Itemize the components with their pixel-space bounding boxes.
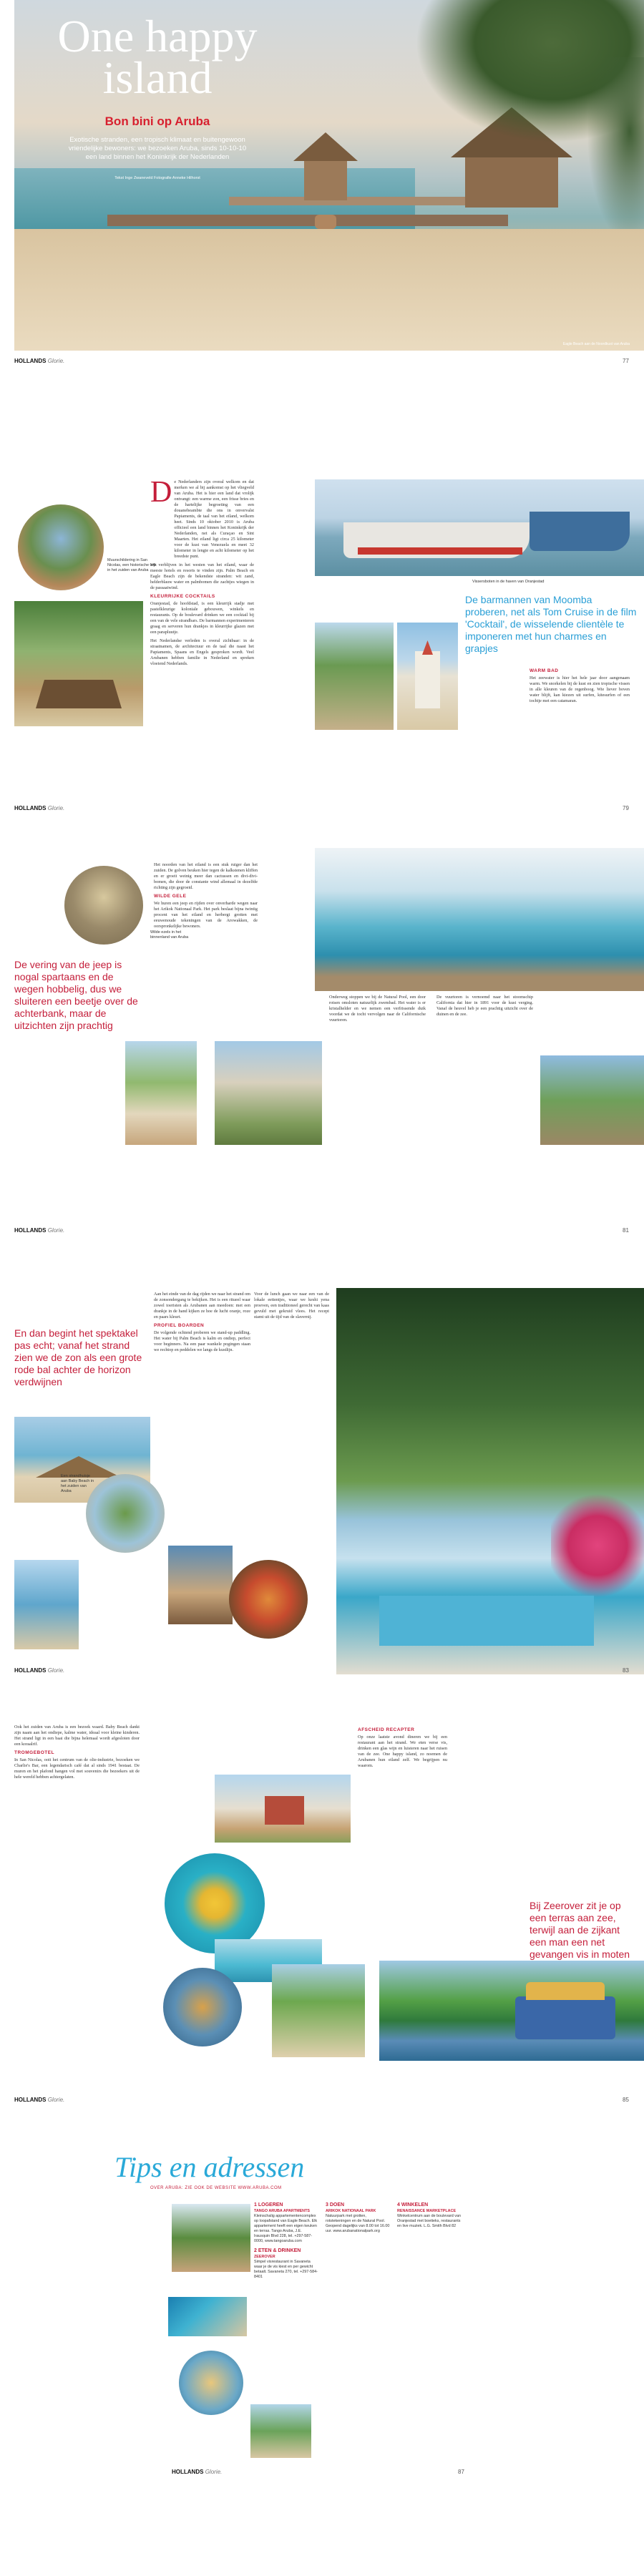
pool-photo bbox=[336, 1288, 644, 1674]
church-landscape-photo bbox=[215, 1775, 351, 1843]
tip-category bbox=[397, 2202, 462, 2207]
brand-name: HOLLANDS bbox=[14, 805, 47, 811]
tip-item-text: Simpel visrestaurant in Savaneta waar je de vis kiest en per gewicht betaalt. Savaneta 270, tel. +297-584-8401 bbox=[254, 2260, 318, 2279]
tip-category bbox=[326, 2202, 390, 2207]
caption-left: Muurschildering in San Nicolas, een historische wijk in het zuiden van Aruba bbox=[107, 558, 157, 572]
tips-column-3 bbox=[397, 2200, 462, 2229]
church-photo bbox=[397, 623, 458, 730]
subhead: PROFIEL BOARDEN bbox=[154, 1323, 205, 1328]
tip-item-text: Natuurpark met grotten, rotstekeningen en de Natural Pool. Geopend dagelijks van 8.00 tot 16.00 uur. www.arubanationalpark.org bbox=[326, 2214, 390, 2233]
tips-photo-boat bbox=[172, 2204, 250, 2272]
page-number: 85 bbox=[623, 2097, 629, 2103]
house-photo bbox=[125, 1041, 197, 1145]
tips-column-2 bbox=[326, 2200, 390, 2234]
tip-category-name: DOEN bbox=[329, 2202, 345, 2207]
boat-circle-photo bbox=[163, 1968, 242, 2046]
subhead: WARM BAD bbox=[530, 668, 559, 673]
page-number: 79 bbox=[623, 805, 629, 811]
footer-brand bbox=[14, 1227, 64, 1234]
tip-category-number: 3 bbox=[326, 2202, 328, 2207]
tip-category bbox=[254, 2248, 318, 2253]
body-text: In San Nicolas, ooit het centrum van de olie-industrie, bezoeken we Charlie's Bar, een legendarisch café dat al sinds 1941 bestaat. De muren en het plafond hangen vol met souvenirs die bezoekers uit de hele wereld hebben achtergelaten. bbox=[14, 1757, 140, 1780]
cover-intro: Exotische stranden, een tropisch klimaat en buitengewoon vriendelijke bewoners: we bezoeken Aruba, sinds 10-10-10 een land binnen het Koninkrijk der Nederlanden bbox=[68, 136, 247, 161]
mural-circle-photo bbox=[18, 504, 104, 590]
footer-brand bbox=[172, 2469, 222, 2475]
brand-sub: Glorie. bbox=[47, 2097, 65, 2103]
pull-quote: Bij Zeerover zit je op een terras aan zee, terwijl aan de zijkant een man een net gevangen vis in moten bbox=[530, 1900, 630, 1960]
body-text: De vuurtoren is vernoemd naar het stoomschip California dat hier in 1891 voor de kust verging. Vanaf de heuvel heb je een prachtig uitzicht over de duinen en de zee. bbox=[436, 995, 533, 1017]
brand-sub: Glorie. bbox=[47, 1667, 65, 1674]
body-column-2 bbox=[254, 1292, 329, 1323]
body-column-1 bbox=[154, 1292, 250, 1356]
dropcap: D bbox=[150, 476, 172, 509]
huts-photo bbox=[14, 601, 143, 726]
spread-5 bbox=[0, 1717, 644, 2118]
tip-category-number: 1 bbox=[254, 2202, 257, 2207]
tip-category bbox=[254, 2202, 318, 2207]
body-column-1 bbox=[14, 1724, 140, 1783]
photo-caption: Eagle Beach aan de Noordkust van Aruba bbox=[562, 342, 630, 346]
body-column-3 bbox=[530, 665, 630, 707]
brand-sub: Glorie. bbox=[47, 358, 65, 364]
page-number: 87 bbox=[458, 2469, 464, 2475]
brand-sub: Glorie. bbox=[47, 1227, 65, 1234]
tip-item-title: ARIKOK NATIONAAL PARK bbox=[326, 2209, 376, 2213]
body-text: Het zeewater is hier het hele jaar door aangenaam warm. We snorkelen bij de kust en zien tropische vissen in alle kleuren van de regenboog. Wie liever boven water blijft, kan kiezen uit surfen, kitesurfen of een tochtje met een catamaran. bbox=[530, 675, 630, 703]
subhead: AFSCHEID RECAPTER bbox=[358, 1727, 415, 1732]
tip-item-text: Kleinschalig appartementencomplex op loopafstand van Eagle Beach. Elk appartement heeft een eigen keuken en terras. Tango Aruba, J.E. Irausquin Blvd 228, tel. +297-587-0000, www.tangoaruba.com bbox=[254, 2214, 318, 2243]
coast-photo bbox=[315, 848, 644, 991]
brand-name: HOLLANDS bbox=[14, 1667, 47, 1674]
caption-right: Vissersboten in de haven van Oranjestad bbox=[472, 580, 545, 584]
harbor-bus-photo bbox=[379, 1961, 644, 2061]
sunset-photo bbox=[14, 1560, 79, 1649]
footer-brand bbox=[14, 805, 64, 811]
subhead: KLEURRIJKE COCKTAILS bbox=[150, 594, 215, 599]
body-text: Oranjestad, de hoofdstad, is een kleurrijk stadje met pastelkleurige koloniale gebouwen, winkels en restaurants. Op de boulevard drinken we een cocktail bij een van de vele strandbars. De barmannen experimenteren graag en serveren hun drankjes in kleurrijke glazen met een parapluutje. bbox=[150, 601, 254, 635]
tip-item-title: ZEEROVER bbox=[254, 2255, 275, 2259]
tips-subtitle: OVER ARUBA: ZIE OOK DE WEBSITE WWW.ARUBA.COM bbox=[150, 2186, 282, 2190]
float-circle-photo bbox=[165, 1853, 265, 1953]
fruit-circle-photo bbox=[229, 1560, 308, 1639]
body-text: Het Nederlandse verleden is overal zichtbaar: in de straatnamen, de architectuur en de taal die naast het Papiaments, Spaans en Engels gesproken wordt. Veel Arubanen hebben familie in Nederland en spreken vloeiend Nederlands. bbox=[150, 638, 254, 666]
body-text: Op onze laatste avond dineren we bij een restaurant aan het strand. We eten verse vis, drinken een glas wijn en luisteren naar het ruisen van de zee. One happy island, zo noemen de Arubanen hun eiland zelf. We begrijpen nu waarom. bbox=[358, 1735, 447, 1768]
pull-quote: De vering van de jeep is nogal spartaans en de wegen hobbelig, dus we sluiteren een beetje over de achterbank, maar de uitzichten zijn prachtig bbox=[14, 959, 138, 1031]
page-number: 81 bbox=[623, 1227, 629, 1234]
body-text: We verblijven in het westen van het eiland, waar de meeste hotels en resorts te vinden zijn. Palm Beach en Eagle Beach zijn de bekendste stranden: wit zand, helderblauw water en palmbomen die zachtjes wiegen in de passaatwind. bbox=[150, 562, 254, 590]
subhead: TROMGEBOTEL bbox=[14, 1750, 55, 1755]
spread-4 bbox=[0, 1288, 644, 1689]
body-column-2 bbox=[329, 995, 426, 1026]
brand-name: HOLLANDS bbox=[14, 1227, 47, 1234]
palm-beach-photo bbox=[272, 1964, 365, 2057]
body-text: Onderweg stoppen we bij de Natural Pool, een door rotsen omsloten natuurlijk zwembad. Het water is er kristalhelder en we nemen een verfrissende duik voordat we de tocht vervolgen naar de Californische vuurtoren. bbox=[329, 995, 426, 1023]
body-text: Het noorden van het eiland is een stuk ruiger dan het zuiden. De golven beuken hier tegen de kalkstenen kliffen en er groeit weinig meer dan cactussen en divi-divi-bomen, die door de constante wind allemaal in dezelfde richting zijn gegroeid. bbox=[154, 862, 258, 890]
tip-category-name: ETEN & DRINKEN bbox=[258, 2248, 301, 2253]
spread-2 bbox=[0, 465, 644, 834]
body-column-1 bbox=[154, 862, 258, 932]
body-column-2 bbox=[358, 1724, 447, 1772]
spread-3 bbox=[0, 848, 644, 1249]
tip-item-title: TANGO ARUBA APARTMENTS bbox=[254, 2209, 310, 2213]
cacti-photo bbox=[540, 1055, 644, 1145]
tip-category-number: 4 bbox=[397, 2202, 400, 2207]
tips-circle-photo bbox=[179, 2351, 243, 2415]
tip-category-name: LOGEREN bbox=[258, 2202, 283, 2207]
tip-category-name: WINKELEN bbox=[401, 2202, 429, 2207]
brand-name: HOLLANDS bbox=[14, 358, 47, 364]
donkeys-circle-photo bbox=[64, 866, 143, 945]
pull-quote: En dan begint het spektakel pas echt; vanaf het strand zien we de zon als een grote rode bal achter de horizon verdwijnen bbox=[14, 1327, 142, 1387]
page-number: 83 bbox=[623, 1667, 629, 1674]
body-text: Voor de lunch gaan we naar een van de lokale eettentjes, waar we keshi yena proeven, een traditioneel gerecht van kaas gevuld met gekruid vlees. Het recept stamt uit de tijd van de slavernij. bbox=[254, 1292, 329, 1319]
brand-sub: Glorie. bbox=[205, 2469, 223, 2475]
caption: Een strandhuisje aan Baby Beach in het zuiden van Aruba bbox=[61, 1474, 94, 1493]
brand-name: HOLLANDS bbox=[172, 2469, 204, 2475]
body-column-1 bbox=[150, 476, 254, 670]
body-text: We huren een jeep en rijden over onverharde wegen naar het Arikok Nationaal Park. Het park beslaat bijna twintig procent van het eiland en herbergt grotten met eeuwenoude tekeningen van de Arowakken, de oorspronkelijke bewoners. bbox=[154, 901, 258, 929]
pull-quote: De barmannen van Moomba proberen, net als Tom Cruise in de film 'Cocktail', de wisselende clientèle te imponeren met hun charmes en grapjes bbox=[465, 594, 637, 654]
subhead: WILDE GELE bbox=[154, 894, 187, 899]
spread-cover bbox=[0, 0, 644, 369]
tip-item-title: RENAISSANCE MARKETPLACE bbox=[397, 2209, 457, 2213]
body-text: De volgende ochtend proberen we stand-up paddling. Het water bij Palm Beach is kalm en ondiep, perfect voor beginners. Na een paar wankele pogingen staan we rechtop en peddelen we langs de kustlijn. bbox=[154, 1330, 250, 1352]
body-text: Aan het einde van de dag rijden we naar het strand om de zonsondergang te bekijken. Het is een ritueel waar zowel toeristen als Arubanen aan meedoen: met een drankje in de hand kijken ze hoe de lucht oranje, roze en paars kleurt. bbox=[154, 1292, 250, 1319]
boats-photo bbox=[315, 479, 644, 576]
brand-sub: Glorie. bbox=[47, 805, 65, 811]
page-number: 77 bbox=[623, 358, 629, 364]
cover-credits: Tekst Inge Zwaneveld Fotografie Anneke Hilhorst bbox=[114, 176, 200, 180]
cover-title: One happy island bbox=[57, 11, 258, 103]
footer-brand bbox=[14, 1667, 64, 1674]
street-photo bbox=[315, 623, 394, 730]
cover-subtitle: Bon bini op Aruba bbox=[104, 114, 210, 128]
tips-column-1 bbox=[254, 2200, 318, 2280]
body-text: e Nederlanders zijn overal welkom en dat merken we al bij aankomst op het vliegveld van Aruba. Het is hier een land dat vrolijk ontvangt: een warme zon, een frisse bries en de hartelijke begroeting van een douanebeambte die ons in onvervalst Papiaments, de taal van het eiland, welkom heet. Sinds 10 oktober 2010 is Aruba officieel een land binnen het Koninkrijk der Nederlanden, net als Curaçao en Sint Maarten. Het eiland ligt circa 25 kilometer voor de kust van Venezuela en meet 32 kilometer in lengte en acht kilometer op het breedste punt. bbox=[174, 479, 254, 559]
tip-item-text: Winkelcentrum aan de boulevard van Oranjestad met boetieks, restaurants en live muziek. L.G. Smith Blvd 82 bbox=[397, 2214, 461, 2228]
body-column-3 bbox=[436, 995, 533, 1020]
tip-category-number: 2 bbox=[254, 2248, 257, 2253]
balcony-photo bbox=[215, 1041, 322, 1145]
tips-photo-pier bbox=[250, 2404, 311, 2458]
footer-brand bbox=[14, 358, 64, 364]
caption: Wilde ezels in het binnenland van Aruba bbox=[150, 930, 189, 940]
body-text: Ook het zuiden van Aruba is een bezoek waard. Baby Beach dankt zijn naam aan het ondiepe, kalme water, ideaal voor kleine kinderen. Het strand ligt in een baai die bijna helemaal wordt afgesloten door een koraalrif. bbox=[14, 1724, 140, 1747]
brand-name: HOLLANDS bbox=[14, 2097, 47, 2103]
tips-title: Tips en adressen bbox=[114, 2151, 305, 2183]
market-photo bbox=[168, 1546, 233, 1624]
footer-brand bbox=[14, 2097, 64, 2103]
palms-circle-photo bbox=[86, 1474, 165, 1553]
spread-tips bbox=[0, 2147, 644, 2576]
tips-photo-aerial bbox=[168, 2297, 247, 2336]
